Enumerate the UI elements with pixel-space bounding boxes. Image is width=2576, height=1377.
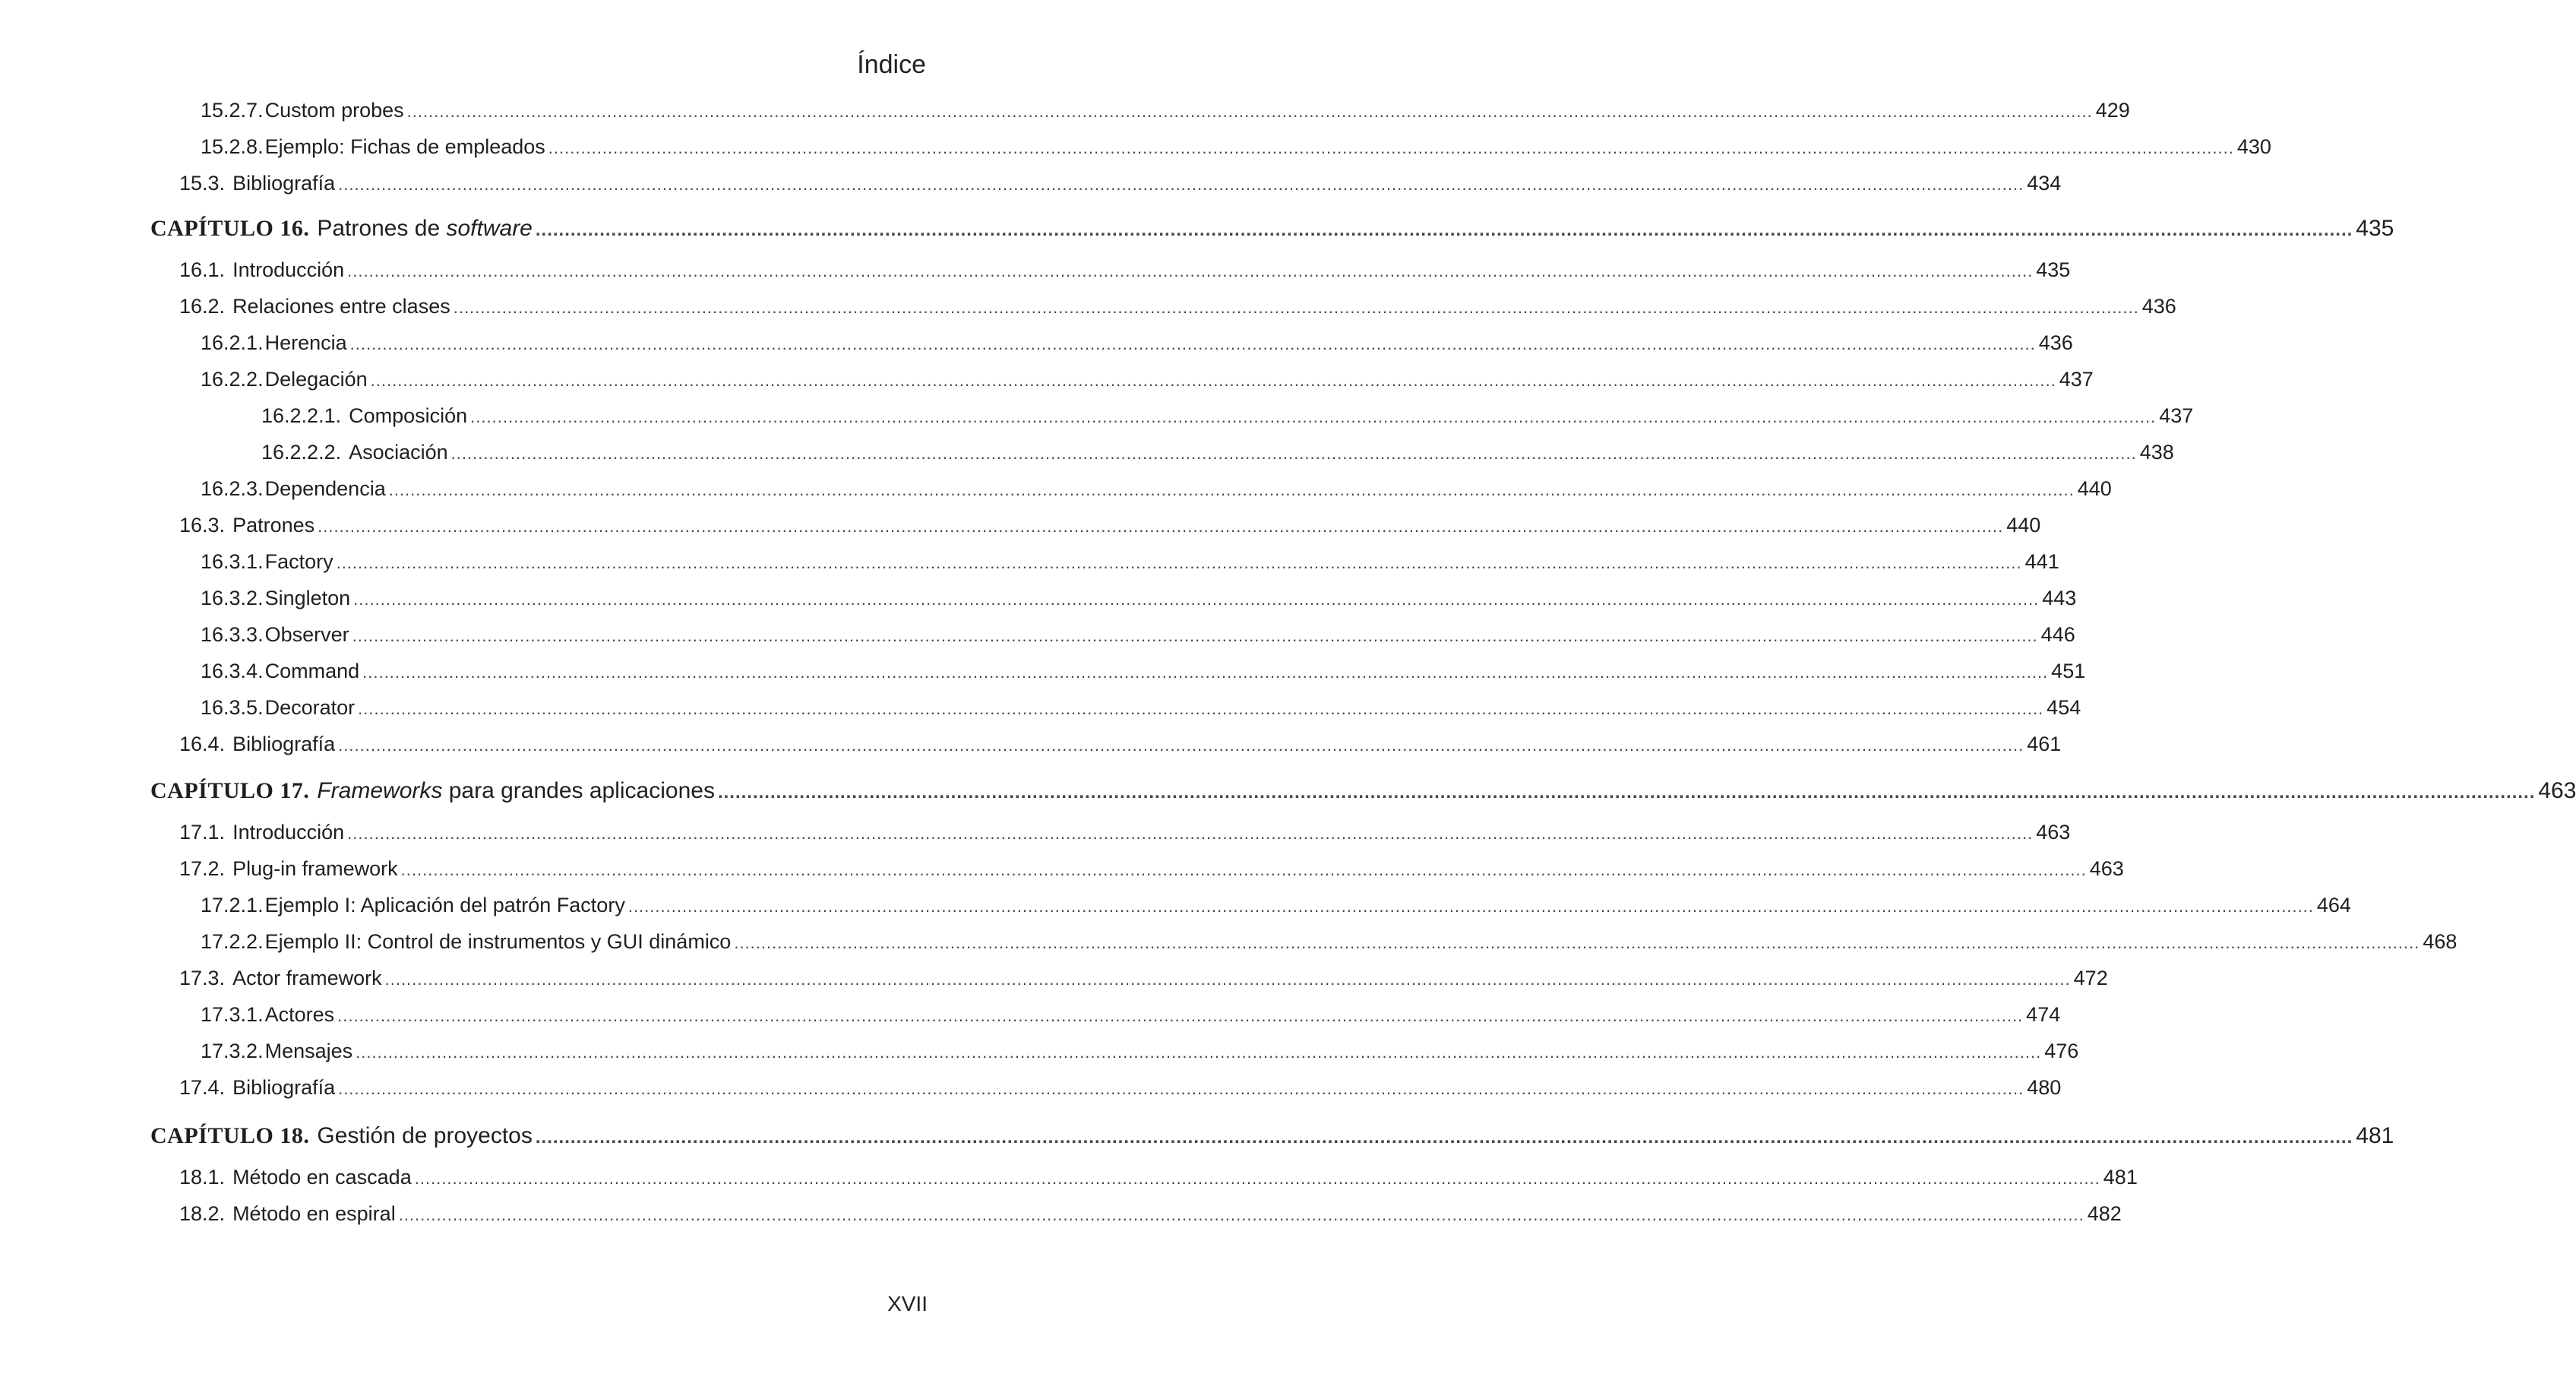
dot-leader: [352, 626, 2038, 646]
toc-entry-number: 17.2.: [179, 857, 226, 880]
toc-entry-title: Decorator: [264, 696, 356, 719]
dot-leader: [454, 298, 2139, 318]
toc-chapter-entry: [0, 1123, 2394, 1154]
dot-leader: [451, 444, 2137, 464]
toc-entry-title: Patrones: [232, 514, 315, 537]
toc-entry: [0, 1040, 2079, 1067]
toc-entry-number: 17.1.: [179, 821, 226, 844]
dot-leader: [337, 1006, 2023, 1026]
toc-entry-title: Introducción: [232, 821, 345, 844]
toc-entry-title: Observer: [264, 623, 349, 646]
dot-leader: [338, 1079, 2024, 1099]
toc-entry-title: Bibliografía: [232, 172, 336, 195]
page-number: XVII: [887, 1292, 928, 1315]
toc-entry-title: Mensajes: [264, 1040, 353, 1062]
toc-entry: [0, 1076, 2062, 1103]
toc-entry-page: 481: [2103, 1166, 2138, 1189]
toc-entry-title-emphasis: software: [446, 216, 533, 241]
toc-entry-page: 430: [2236, 135, 2271, 158]
dot-leader: [628, 897, 2314, 916]
toc-entry-page: 441: [2024, 550, 2059, 573]
toc-entry-title: Plug-in framework: [232, 857, 398, 880]
toc-entry: [0, 623, 2075, 651]
toc-entry-title: Relaciones entre clases: [232, 295, 450, 318]
toc-entry: [0, 331, 2073, 359]
toc-entry-number: 17.4.: [179, 1076, 226, 1099]
toc-entry-number: 15.2.8.: [201, 135, 264, 158]
toc-entry-number: 15.2.7.: [201, 99, 264, 122]
toc-entry-page: 440: [2077, 477, 2112, 500]
toc-entry: [0, 696, 2081, 723]
toc-entry-page: 474: [2026, 1003, 2061, 1026]
toc-entry-title: Ejemplo: Fichas de empleados: [264, 135, 545, 158]
toc-entry-page: 438: [2139, 441, 2174, 464]
dot-leader: [318, 517, 2003, 537]
dot-leader: [548, 138, 2234, 158]
toc-entry-page: 437: [2159, 404, 2194, 427]
toc-entry-title-emphasis: Frameworks: [317, 778, 443, 803]
dot-leader: [389, 480, 2075, 500]
toc-entry: [0, 660, 2086, 687]
toc-entry-page: 476: [2044, 1040, 2079, 1062]
dot-leader: [718, 782, 2535, 803]
toc-entry-page: 451: [2051, 660, 2086, 682]
toc-entry-page: 437: [2059, 368, 2094, 391]
toc-entry: [0, 1003, 2061, 1030]
toc-entry-number: 16.3.4.: [201, 660, 264, 682]
toc-entry: [0, 441, 2174, 468]
toc-entry: [0, 550, 2059, 578]
dot-leader: [385, 970, 2071, 989]
toc-entry: [0, 894, 2351, 921]
dot-leader: [734, 933, 2420, 953]
dot-leader: [337, 553, 2022, 573]
toc-entry-page: 435: [2356, 216, 2394, 241]
toc-entry-number: 16.2.2.: [201, 368, 264, 391]
toc-entry-page: 446: [2040, 623, 2075, 646]
dot-leader: [401, 860, 2087, 880]
dot-leader: [536, 220, 2353, 241]
toc-entry-page: 481: [2356, 1123, 2394, 1148]
dot-leader: [358, 699, 2043, 719]
toc-entry-number: 17.2.1.: [201, 894, 264, 916]
toc-entry-number: 17.3.2.: [201, 1040, 264, 1062]
toc-entry-page: 435: [2036, 258, 2071, 281]
toc-entry: [0, 857, 2124, 885]
toc-entry-title-text: para grandes aplicaciones: [442, 778, 715, 803]
toc-entry: [0, 514, 2041, 541]
toc-entry-title: Bibliografía: [232, 733, 336, 755]
toc-entry-page: 436: [2038, 331, 2073, 354]
toc-entry-page: 464: [2316, 894, 2351, 916]
toc-entry-number: CAPÍTULO 17.: [150, 778, 310, 803]
toc-entry-number: 16.3.: [179, 514, 226, 537]
toc-entry-page: 463: [2538, 778, 2576, 803]
toc-entry-number: 17.3.: [179, 967, 226, 989]
toc-entry-number: CAPÍTULO 18.: [150, 1123, 310, 1148]
toc-entry: [0, 135, 2271, 163]
toc-entry-number: 17.2.2.: [201, 930, 264, 953]
toc-entry-page: 463: [2036, 821, 2071, 844]
toc-entry-title: Introducción: [232, 258, 345, 281]
toc-entry-number: 16.3.2.: [201, 587, 264, 609]
toc-entry-title: Actores: [264, 1003, 335, 1026]
dot-leader: [356, 1043, 2041, 1062]
toc-entry-title: Command: [264, 660, 360, 682]
toc-entry: [0, 99, 2130, 126]
toc-entry: [0, 172, 2062, 199]
toc-entry-title: [317, 778, 715, 804]
toc-entry-page: 461: [2027, 733, 2062, 755]
toc-entry-number: 17.3.1.: [201, 1003, 264, 1026]
toc-entry-title: Singleton: [264, 587, 351, 609]
toc-entry: [0, 368, 2094, 395]
toc-entry-title: Asociación: [349, 441, 448, 464]
toc-entry-title: Método en cascada: [232, 1166, 412, 1189]
toc-entry-title: Ejemplo I: Aplicación del patrón Factory: [264, 894, 625, 916]
toc-entry: [0, 1166, 2138, 1193]
toc-entry-number: 16.2.1.: [201, 331, 264, 354]
toc-entry: [0, 930, 2457, 958]
toc-chapter-entry: [0, 778, 2576, 809]
toc-entry-number: 16.2.2.2.: [261, 441, 342, 464]
dot-leader: [347, 824, 2033, 844]
toc-entry-title: Gestión de proyectos: [317, 1123, 533, 1148]
toc-chapter-entry: [0, 216, 2394, 246]
dot-leader: [350, 334, 2036, 354]
toc-entry-title: Bibliografía: [232, 1076, 336, 1099]
toc-entry: [0, 1202, 2122, 1230]
toc-entry: [0, 967, 2108, 994]
toc-entry-page: 440: [2006, 514, 2041, 537]
toc-entry-number: 16.3.5.: [201, 696, 264, 719]
toc-entry-number: 16.4.: [179, 733, 226, 755]
toc-entry-number: 16.3.3.: [201, 623, 264, 646]
dot-leader: [407, 102, 2093, 122]
dot-leader: [347, 261, 2033, 281]
dot-leader: [536, 1127, 2353, 1148]
toc-entry-title: Factory: [264, 550, 333, 573]
toc-entry-page: 434: [2027, 172, 2062, 195]
toc-entry: [0, 258, 2071, 286]
toc-entry-number: 18.1.: [179, 1166, 226, 1189]
dot-leader: [470, 407, 2156, 427]
toc-entry-number: 16.3.1.: [201, 550, 264, 573]
toc-entry-number: CAPÍTULO 16.: [150, 216, 310, 241]
toc-entry: [0, 295, 2176, 322]
toc-entry-title: Método en espiral: [232, 1202, 396, 1225]
toc-entry-page: 429: [2095, 99, 2130, 122]
toc-entry-title: Actor framework: [232, 967, 382, 989]
toc-entry-number: 18.2.: [179, 1202, 226, 1225]
dot-leader: [338, 736, 2024, 755]
toc-entry-title: Custom probes: [264, 99, 404, 122]
toc-entry-title-text: Patrones de: [317, 216, 447, 241]
toc-entry-page: 480: [2027, 1076, 2062, 1099]
toc-entry-page: 436: [2141, 295, 2176, 318]
toc-entry-title: Composición: [349, 404, 468, 427]
dot-leader: [371, 371, 2056, 391]
toc-entry-page: 468: [2423, 930, 2457, 953]
toc-entry-title: Delegación: [264, 368, 368, 391]
toc-entry-page: 443: [2042, 587, 2077, 609]
toc-entry-title: Herencia: [264, 331, 347, 354]
toc-entry-number: 16.2.: [179, 295, 226, 318]
running-header: Índice: [857, 50, 926, 79]
toc-entry-page: 454: [2047, 696, 2081, 719]
toc-entry-page: 463: [2089, 857, 2124, 880]
toc-entry: [0, 587, 2077, 614]
toc-entry-title: Ejemplo II: Control de instrumentos y GUI dinámico: [264, 930, 732, 953]
dot-leader: [399, 1205, 2085, 1225]
toc-entry-number: 15.3.: [179, 172, 226, 195]
dot-leader: [362, 663, 2048, 682]
toc-entry: [0, 821, 2071, 848]
dot-leader: [353, 590, 2039, 609]
toc-entry: [0, 404, 2194, 432]
toc-entry-number: 16.1.: [179, 258, 226, 281]
dot-leader: [415, 1169, 2100, 1189]
toc-entry-page: 472: [2073, 967, 2108, 989]
toc-entry-page: 482: [2087, 1202, 2122, 1225]
toc-entry: [0, 477, 2112, 505]
toc-entry: [0, 733, 2062, 760]
toc-entry-number: 16.2.2.1.: [261, 404, 342, 427]
dot-leader: [338, 175, 2024, 195]
toc-entry-title: [317, 216, 533, 242]
toc-entry-number: 16.2.3.: [201, 477, 264, 500]
toc-entry-title: Dependencia: [264, 477, 386, 500]
